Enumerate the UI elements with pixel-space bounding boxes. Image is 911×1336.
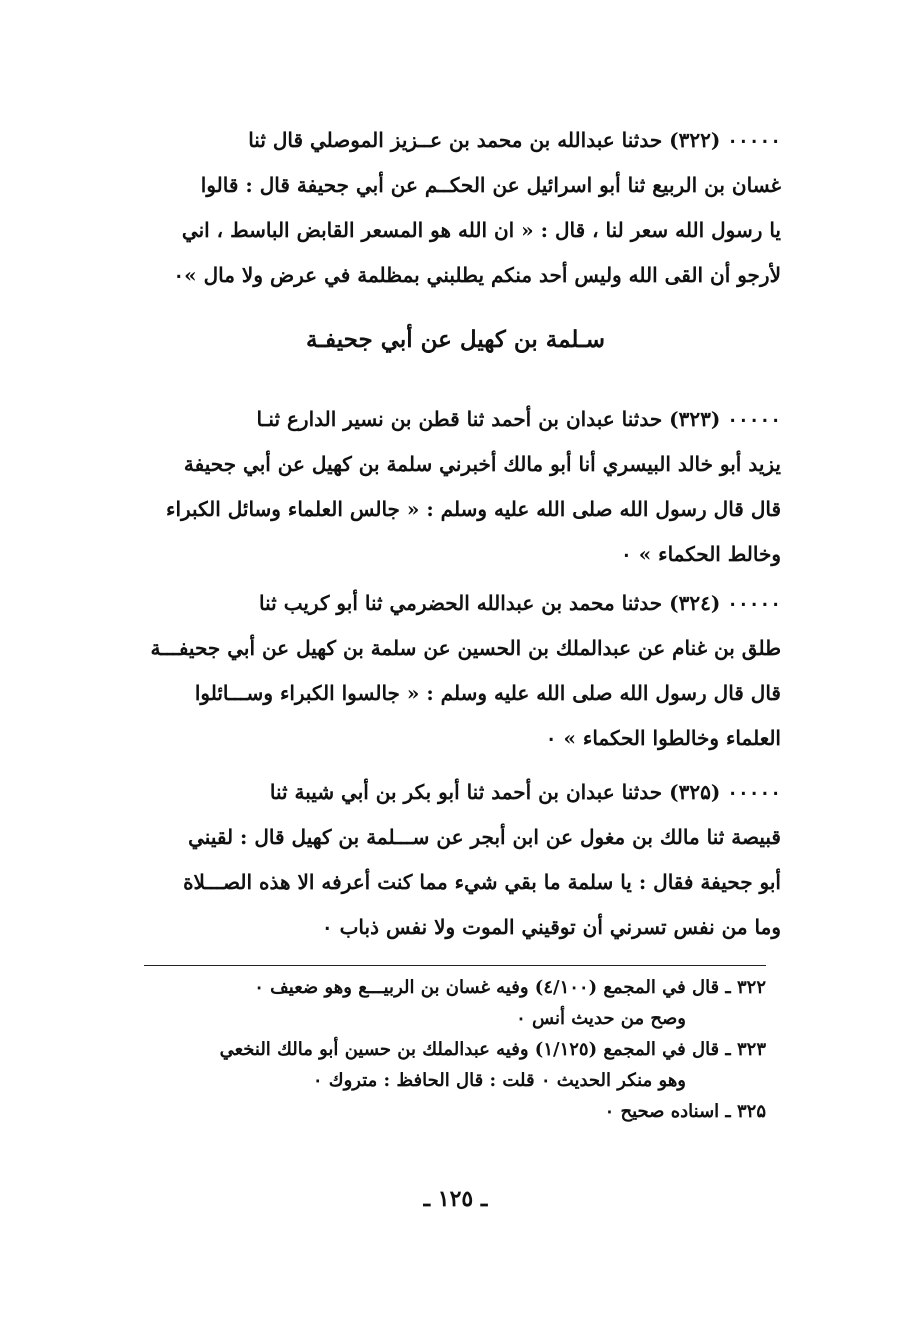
text-line: أبو جحيفة فقال : يا سلمة ما بقي شيء مما كنت أعرفه الا هذه الصـــلاة [183, 870, 781, 894]
footnotes [86, 972, 766, 1127]
text-line: قال قال رسول الله صلى الله عليه وسلم : « جالسوا الكبراء وســـائلوا [194, 681, 781, 705]
text-line: ۰۰۰۰۰ (۳۲۵) حدثنا عبدان بن أحمد ثنا أبو بكر بن أبي شيبة ثنا [269, 780, 781, 804]
page-number: ـ ١٢٥ ـ [423, 1186, 488, 1212]
hadith-322 [81, 118, 781, 298]
text-line: غسان بن الربيع ثنا أبو اسرائيل عن الحكــم عن أبي جحيفة قال : قالوا [200, 173, 781, 197]
text-line: وما من نفس تسرني أن توقيني الموت ولا نفس ذباب ۰ [321, 915, 781, 939]
text-line: يزيد أبو خالد البيسري أنا أبو مالك أخبرني سلمة بن كهيل عن أبي جحيفة [183, 452, 781, 476]
hadith-323 [81, 397, 781, 577]
text-line: ۰۰۰۰۰ (۳۲٤) حدثنا محمد بن عبدالله الحضرمي ثنا أبو كريب ثنا [259, 591, 781, 615]
text-line: طلق بن غنام عن عبدالملك بن الحسين عن سلمة بن كهيل عن أبي جحيفـــة [150, 636, 781, 660]
footnote-line: ۳۲۲ ـ قال في المجمع (٤/١٠٠) وفيه غسان بن الربيـــع وهو ضعيف ۰ [254, 977, 766, 998]
text-line: يا رسول الله سعر لنا ، قال : « ان الله هو المسعر القابض الباسط ، اني [181, 218, 781, 242]
footnote-line: وصح من حديث أنس ۰ [516, 1008, 686, 1029]
footnote-line: ۳۲۳ ـ قال في المجمع (١/١٢٥) وفيه عبدالملك بن حسين أبو مالك النخعي [219, 1039, 766, 1060]
footnote-line: وهو منكر الحديث ۰ قلت : قال الحافظ : متروك ۰ [312, 1070, 686, 1091]
footnote-line: ۳۲۵ ـ اسناده صحيح ۰ [604, 1101, 766, 1122]
text-line: ۰۰۰۰۰ (۳۲۳) حدثنا عبدان بن أحمد ثنا قطن بن نسير الدارع ثنـا [256, 407, 781, 431]
text-line: ۰۰۰۰۰ (۳۲۲) حدثنا عبدالله بن محمد بن عــزيز الموصلي قال ثنا [248, 128, 781, 152]
footnote-divider [144, 965, 766, 966]
text-line: وخالط الحكماء » ۰ [621, 542, 781, 566]
text-line: العلماء وخالطوا الحكماء » ۰ [545, 726, 781, 750]
text-line: قال قال رسول الله صلى الله عليه وسلم : « جالس العلماء وسائل الكبراء [166, 497, 781, 521]
section-title: سـلمة بن كهيل عن أبي جحيفـة [305, 326, 605, 353]
text-line: قبيصة ثنا مالك بن مغول عن ابن أبجر عن ســـلمة بن كهيل قال : لقيني [188, 825, 781, 849]
hadith-325 [81, 770, 781, 950]
hadith-324 [81, 581, 781, 761]
text-line: لأرجو أن القى الله وليس أحد منكم يطلبني بمظلمة في عرض ولا مال »۰ [173, 263, 781, 287]
